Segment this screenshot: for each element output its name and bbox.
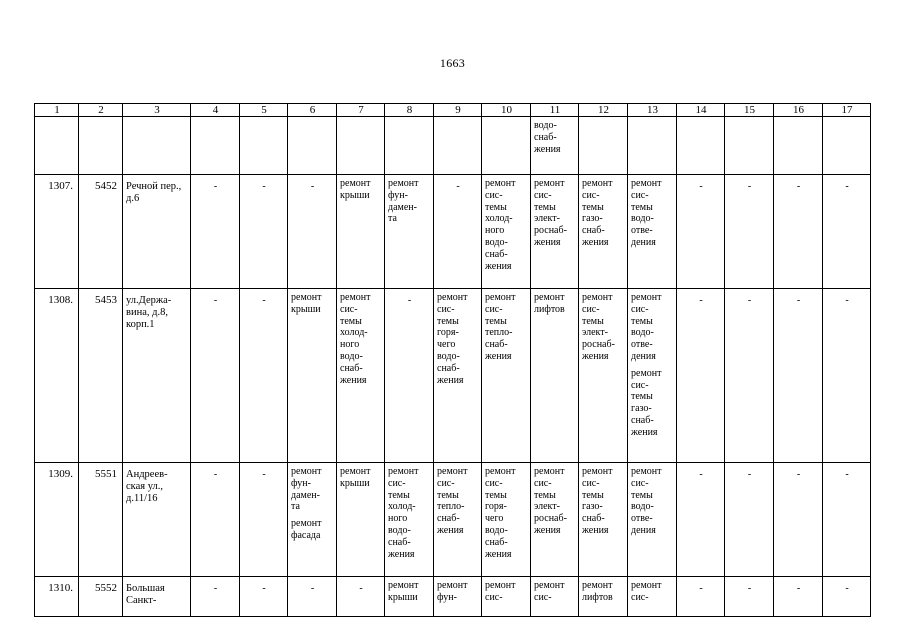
- cell-text-line: -: [310, 583, 315, 594]
- table-cell: [191, 289, 240, 463]
- table-cell: [288, 289, 337, 463]
- table-row: [35, 577, 871, 617]
- cell-text-line: -: [845, 583, 849, 594]
- row-number-cell: [35, 463, 79, 577]
- cell-text-line: ремонт: [485, 466, 516, 477]
- cell-text-line: Речной пер.,: [126, 181, 182, 192]
- cell-text-line: 5452: [95, 180, 117, 192]
- column-header-5: 5: [240, 104, 288, 117]
- cell-text-line: жения: [340, 374, 367, 386]
- cell-text-line: -: [796, 295, 801, 306]
- cell-text-line: темы: [582, 489, 604, 501]
- table-cell: [385, 463, 434, 577]
- table-cell: [531, 577, 579, 617]
- cell-text-line: сис-: [340, 303, 358, 315]
- table-cell: [191, 577, 240, 617]
- cell-text-line: ремонт: [388, 466, 419, 477]
- cell-text-line: водо-: [631, 213, 654, 225]
- column-header-6: 6: [288, 104, 337, 117]
- table-cell: [240, 577, 288, 617]
- cell-text-line: темы: [437, 489, 459, 501]
- table-cell: [434, 175, 482, 289]
- continuation-row: [35, 117, 871, 175]
- cell-text-line: чего: [485, 513, 504, 525]
- object-code-cell: [79, 463, 123, 577]
- address-cell: [123, 463, 191, 577]
- cell-text-line: темы: [485, 489, 507, 501]
- cell-text-line: отве-: [631, 225, 653, 237]
- column-header-12: 12: [579, 104, 628, 117]
- cell-text-line: водо-: [631, 501, 654, 513]
- cell-text-line: 1308.: [48, 294, 73, 306]
- cell-text-line: жения: [631, 426, 658, 438]
- table-cell: [774, 463, 823, 577]
- cell-text-line: жения: [485, 350, 512, 362]
- column-header-8: 8: [385, 104, 434, 117]
- cell-text-line: темы: [582, 201, 604, 213]
- table-cell: [288, 175, 337, 289]
- cell-text-line: снаб-: [437, 362, 460, 374]
- table-cell: [240, 117, 288, 175]
- cell-text-line: ремонт: [291, 518, 322, 530]
- cell-text-line: ремонт: [631, 367, 662, 379]
- cell-text-line: 1310.: [48, 582, 73, 594]
- column-header-15: 15: [725, 104, 774, 117]
- cell-text-line: ремонт: [582, 292, 613, 303]
- cell-text-line: сис-: [534, 477, 552, 489]
- cell-text-line: -: [262, 469, 266, 480]
- cell-text-line: горя-: [437, 327, 459, 339]
- table-cell: [79, 117, 123, 175]
- table-cell: [482, 289, 531, 463]
- cell-text-line: газо-: [582, 501, 603, 513]
- cell-text-line: тепло-: [437, 501, 465, 513]
- cell-text-line: тепло-: [485, 327, 513, 339]
- object-code-cell: [79, 577, 123, 617]
- cell-text-line: холод-: [485, 213, 513, 225]
- cell-text-line: темы: [388, 489, 410, 501]
- cell-text-line: сис-: [582, 189, 600, 201]
- cell-text-line: жения: [485, 260, 512, 272]
- table-cell: [385, 577, 434, 617]
- cell-text-line: сис-: [485, 303, 503, 315]
- cell-text-line: элект-: [534, 213, 560, 225]
- cell-text-line: водо-: [388, 524, 411, 536]
- table-cell: [434, 289, 482, 463]
- table-cell: [677, 117, 725, 175]
- cell-text-line: -: [845, 295, 849, 306]
- cell-text-line: -: [796, 583, 801, 594]
- table-cell: [482, 577, 531, 617]
- cell-text-line: ремонт: [291, 466, 322, 477]
- table-cell: [337, 289, 385, 463]
- cell-text-line: сис-: [534, 591, 552, 603]
- table-cell: [579, 577, 628, 617]
- column-header-9: 9: [434, 104, 482, 117]
- table-cell: [337, 577, 385, 617]
- cell-text-line: сис-: [631, 189, 649, 201]
- cell-text-line: темы: [631, 489, 653, 501]
- cell-text-line: ская ул.,: [126, 480, 163, 492]
- column-header-11: 11: [531, 104, 579, 117]
- cell-text-line: ремонт: [340, 466, 371, 477]
- cell-text-line: ремонт: [631, 178, 662, 189]
- table-cell: [531, 463, 579, 577]
- cell-text-line: ремонт: [485, 580, 516, 591]
- address-cell: [123, 175, 191, 289]
- table-cell: [774, 577, 823, 617]
- table-cell: [677, 577, 725, 617]
- column-header-13: 13: [628, 104, 677, 117]
- table-cell: [337, 117, 385, 175]
- cell-text-line: отве-: [631, 513, 653, 525]
- cell-text-line: жения: [437, 524, 464, 536]
- table-cell: [434, 577, 482, 617]
- table-row: [35, 289, 871, 463]
- cell-text-line: холод-: [340, 327, 368, 339]
- table-cell: [288, 577, 337, 617]
- object-code-cell: [79, 175, 123, 289]
- table-cell: [677, 463, 725, 577]
- cell-text-line: ремонт: [582, 466, 613, 477]
- table-cell: [240, 289, 288, 463]
- table-cell: [628, 175, 677, 289]
- table-cell: [823, 577, 871, 617]
- row-number-cell: [35, 289, 79, 463]
- column-header-3: 3: [123, 104, 191, 117]
- table-cell: [823, 289, 871, 463]
- object-code-cell: [79, 289, 123, 463]
- cell-text-line: сис-: [485, 591, 503, 603]
- cell-text-line: ремонт: [631, 466, 662, 477]
- cell-text-line: 5551: [95, 468, 117, 480]
- cell-text-line: сис-: [582, 303, 600, 315]
- cell-text-line: отве-: [631, 339, 653, 351]
- cell-text-line: -: [456, 181, 460, 192]
- cell-text-line: сис-: [485, 477, 503, 489]
- cell-text-line: снаб-: [340, 362, 363, 374]
- cell-text-line: Большая: [126, 583, 165, 594]
- table-row: [35, 175, 871, 289]
- cell-text-line: холод-: [388, 501, 416, 513]
- cell-text-line: ремонт: [631, 580, 662, 591]
- cell-text-line: газо-: [631, 403, 652, 415]
- cell-text-line: та: [291, 501, 300, 513]
- cell-text-line: темы: [534, 489, 556, 501]
- cell-text-line: дения: [631, 350, 656, 362]
- cell-text-line: -: [796, 181, 801, 192]
- cell-text-line: дения: [631, 236, 656, 248]
- table-cell: [337, 175, 385, 289]
- cell-text-line: фун-: [388, 189, 408, 201]
- cell-text-line: фасада: [291, 529, 321, 541]
- cell-text-line: роснаб-: [582, 339, 615, 351]
- table-cell: [35, 117, 79, 175]
- cell-text-line: ремонт: [485, 178, 516, 189]
- cell-text-line: снаб-: [437, 513, 460, 525]
- table-cell: [337, 463, 385, 577]
- column-header-2: 2: [79, 104, 123, 117]
- cell-text-line: сис-: [437, 303, 455, 315]
- table-cell: [725, 117, 774, 175]
- cell-text-line: жения: [534, 524, 561, 536]
- table-cell: [579, 289, 628, 463]
- column-header-10: 10: [482, 104, 531, 117]
- cell-text-line: сис-: [485, 189, 503, 201]
- table-cell: [191, 175, 240, 289]
- cell-text-line: темы: [631, 201, 653, 213]
- cell-text-line: ного: [485, 225, 505, 237]
- cell-text-line: водо-: [437, 350, 460, 362]
- table-cell: [579, 117, 628, 175]
- cell-text-line: -: [262, 181, 266, 192]
- cell-text-line: -: [407, 295, 412, 306]
- cell-text-line: водо-: [485, 236, 508, 248]
- table-cell: [531, 175, 579, 289]
- cell-text-line: ремонт: [534, 466, 565, 477]
- table-cell: [579, 175, 628, 289]
- cell-text-line: та: [388, 213, 397, 225]
- address-cell: [123, 577, 191, 617]
- cell-text-line: ремонт: [631, 292, 662, 303]
- cell-text-line: дения: [631, 524, 656, 536]
- table-cell: [774, 175, 823, 289]
- table-cell: [288, 463, 337, 577]
- cell-text-line: ремонт: [437, 466, 468, 477]
- cell-text-line: водо-: [485, 524, 508, 536]
- table-cell: [531, 289, 579, 463]
- table-cell: [725, 289, 774, 463]
- cell-text-line: темы: [340, 315, 362, 327]
- cell-text-line: ного: [388, 513, 408, 525]
- page-number: 1663: [439, 56, 466, 70]
- cell-text-line: Санкт-: [126, 594, 157, 606]
- cell-text-line: -: [699, 181, 703, 192]
- cell-text-line: сис-: [388, 477, 406, 489]
- cell-text-line: элект-: [582, 327, 608, 339]
- table-cell: [677, 175, 725, 289]
- cell-text-line: жения: [437, 374, 464, 386]
- cell-text-line: -: [747, 583, 752, 594]
- cell-text-line: темы: [485, 315, 507, 327]
- cell-text-line: 1309.: [48, 468, 73, 480]
- cell-text-line: ремонт: [534, 292, 565, 303]
- table-cell: [482, 117, 531, 175]
- table-cell: [240, 175, 288, 289]
- cell-text-line: лифтов: [534, 303, 565, 315]
- cell-text-line: снаб-: [485, 248, 508, 260]
- table-cell: [774, 289, 823, 463]
- cell-text-line: сис-: [582, 477, 600, 489]
- cell-text-line: водо-: [631, 327, 654, 339]
- cell-text-line: ремонт: [485, 292, 516, 303]
- cell-text-line: дамен-: [388, 201, 417, 213]
- cell-text-line: темы: [485, 201, 507, 213]
- cell-text-line: темы: [631, 315, 653, 327]
- cell-text-line: -: [213, 295, 218, 306]
- cell-text-line: вина, д.8,: [126, 306, 168, 318]
- table-cell: [628, 117, 677, 175]
- cell-text-line: жения: [534, 143, 561, 155]
- table-cell: [531, 117, 579, 175]
- cell-text-line: снаб-: [631, 414, 654, 426]
- column-number-header-row: [35, 104, 871, 117]
- cell-text-line: сис-: [631, 477, 649, 489]
- cell-text-line: д.6: [126, 192, 140, 204]
- cell-text-line: -: [213, 583, 218, 594]
- table-cell: [482, 175, 531, 289]
- cell-text-line: -: [747, 181, 752, 192]
- cell-text-line: жения: [485, 548, 512, 560]
- cell-text-line: -: [796, 469, 801, 480]
- cell-text-line: ремонт: [340, 178, 371, 189]
- table-cell: [579, 463, 628, 577]
- cell-text-line: д.11/16: [126, 492, 158, 504]
- cell-text-line: -: [262, 295, 266, 306]
- cell-text-line: -: [699, 469, 703, 480]
- cell-text-line: ремонт: [388, 178, 419, 189]
- cell-text-line: крыши: [388, 591, 418, 603]
- table-cell: [123, 117, 191, 175]
- address-cell: [123, 289, 191, 463]
- table-cell: [628, 289, 677, 463]
- cell-text-line: сис-: [631, 379, 649, 391]
- cell-text-line: -: [699, 583, 703, 594]
- cell-text-line: -: [747, 295, 752, 306]
- cell-text-line: снаб-: [582, 513, 605, 525]
- cell-text-line: ремонт: [291, 292, 322, 303]
- table-cell: [434, 117, 482, 175]
- table-cell: [725, 463, 774, 577]
- cell-text-line: крыши: [340, 189, 370, 201]
- cell-text-line: снаб-: [582, 225, 605, 237]
- cell-text-line: ремонт: [534, 178, 565, 189]
- cell-text-line: снаб-: [485, 536, 508, 548]
- cell-text-line: ремонт: [582, 178, 613, 189]
- cell-text-line: крыши: [340, 477, 370, 489]
- cell-text-line: сис-: [631, 303, 649, 315]
- cell-text-line: жения: [582, 350, 609, 362]
- table-cell: [823, 117, 871, 175]
- cell-text-line: жения: [582, 236, 609, 248]
- cell-text-line: ремонт: [437, 580, 468, 591]
- row-number-cell: [35, 577, 79, 617]
- table-cell: [434, 463, 482, 577]
- cell-text-line: ул.Держа-: [126, 295, 172, 306]
- cell-text-line: ремонт: [437, 292, 468, 303]
- table-cell: [482, 463, 531, 577]
- column-header-14: 14: [677, 104, 725, 117]
- cell-text-line: -: [699, 295, 703, 306]
- cell-text-line: ремонт: [388, 580, 419, 591]
- cell-text-line: крыши: [291, 303, 321, 315]
- cell-text-line: -: [310, 181, 315, 192]
- cell-text-line: 5453: [95, 294, 117, 306]
- table-row: [35, 463, 871, 577]
- table-cell: [240, 463, 288, 577]
- cell-text-line: роснаб-: [534, 225, 567, 237]
- cell-text-line: роснаб-: [534, 513, 567, 525]
- cell-text-line: -: [845, 181, 849, 192]
- cell-text-line: темы: [534, 201, 556, 213]
- column-header-16: 16: [774, 104, 823, 117]
- table-cell: [191, 463, 240, 577]
- table-cell: [823, 463, 871, 577]
- cell-text-line: -: [213, 469, 218, 480]
- cell-text-line: ремонт: [534, 580, 565, 591]
- cell-text-line: темы: [631, 391, 653, 403]
- column-header-4: 4: [191, 104, 240, 117]
- table-cell: [628, 577, 677, 617]
- cell-text-line: элект-: [534, 501, 560, 513]
- cell-text-line: -: [845, 469, 849, 480]
- cell-text-line: водо-: [340, 350, 363, 362]
- cell-text-line: -: [359, 583, 363, 594]
- cell-text-line: фун-: [437, 591, 457, 603]
- cell-text-line: лифтов: [582, 591, 613, 603]
- table-cell: [385, 175, 434, 289]
- cell-text-line: газо-: [582, 213, 603, 225]
- cell-text-line: -: [262, 583, 266, 594]
- cell-text-line: Андреев-: [126, 469, 168, 480]
- table-cell: [385, 117, 434, 175]
- table-cell: [191, 117, 240, 175]
- table-cell: [774, 117, 823, 175]
- column-header-17: 17: [823, 104, 871, 117]
- cell-text-line: -: [747, 469, 752, 480]
- cell-text-line: снаб-: [388, 536, 411, 548]
- cell-text-line: снаб-: [485, 339, 508, 351]
- cell-text-line: сис-: [631, 591, 649, 603]
- table-cell: [288, 117, 337, 175]
- table-cell: [823, 175, 871, 289]
- cell-text-line: 1307.: [48, 180, 73, 192]
- cell-text-line: ремонт: [340, 292, 371, 303]
- cell-text-line: дамен-: [291, 489, 320, 501]
- cell-text-line: водо-: [534, 120, 557, 131]
- table-cell: [385, 289, 434, 463]
- column-header-1: 1: [35, 104, 79, 117]
- table-cell: [725, 577, 774, 617]
- cell-text-line: жения: [582, 524, 609, 536]
- table-cell: [628, 463, 677, 577]
- cell-text-line: ного: [340, 339, 360, 351]
- cell-text-line: темы: [582, 315, 604, 327]
- cell-text-line: сис-: [437, 477, 455, 489]
- cell-text-line: -: [213, 181, 218, 192]
- cell-text-line: корп.1: [126, 318, 155, 330]
- table-cell: [677, 289, 725, 463]
- row-number-cell: [35, 175, 79, 289]
- cell-text-line: жения: [534, 236, 561, 248]
- cell-text-line: темы: [437, 315, 459, 327]
- repair-schedule-table: [34, 103, 871, 617]
- cell-text-line: 5552: [95, 582, 117, 594]
- cell-text-line: снаб-: [534, 131, 557, 143]
- cell-text-line: ремонт: [582, 580, 613, 591]
- table-cell: [725, 175, 774, 289]
- cell-text-line: горя-: [485, 501, 507, 513]
- cell-text-line: жения: [388, 548, 415, 560]
- cell-text-line: чего: [437, 339, 456, 351]
- column-header-7: 7: [337, 104, 385, 117]
- cell-text-line: фун-: [291, 477, 311, 489]
- cell-text-line: сис-: [534, 189, 552, 201]
